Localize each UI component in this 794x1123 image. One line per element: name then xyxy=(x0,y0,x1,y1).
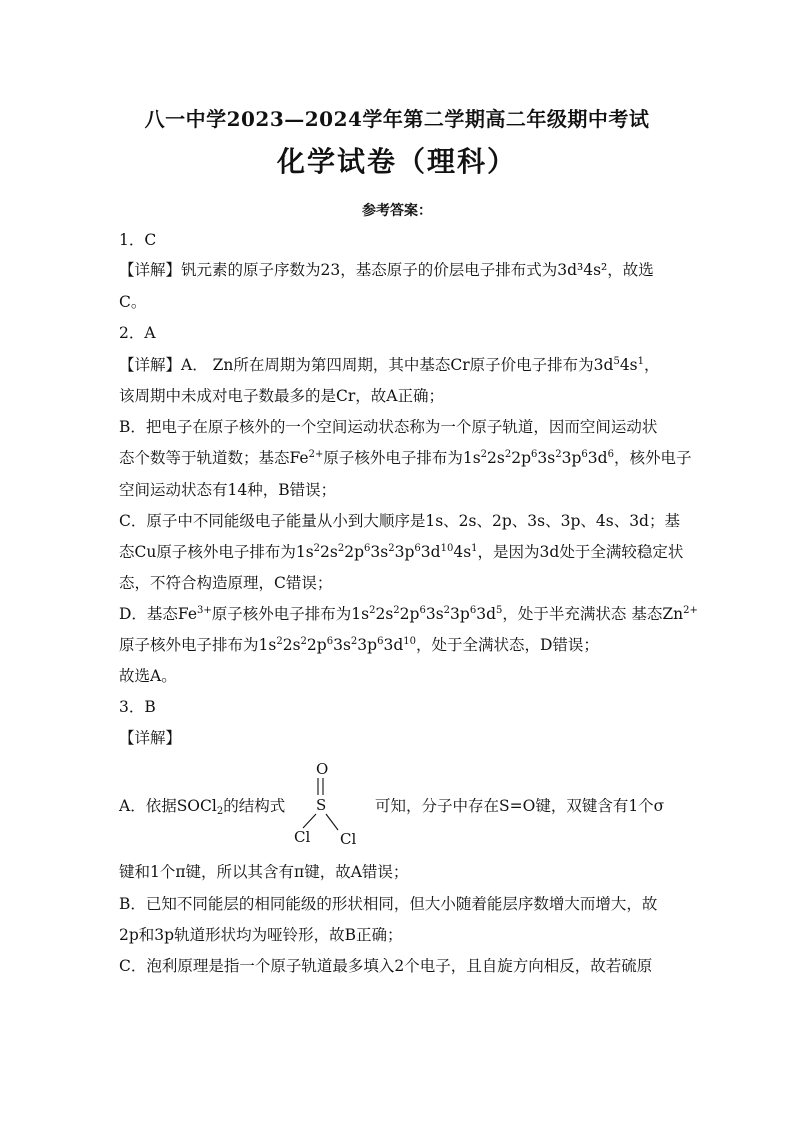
q1-answer: 1．C xyxy=(119,231,157,249)
socl2-structure-diagram xyxy=(288,758,368,848)
q2-b2-post: ，核外电子 xyxy=(613,449,692,467)
structure-atom-s: S xyxy=(316,796,327,814)
q2-conclusion: 故选A。 xyxy=(119,667,177,685)
q2-a1-sup1: 5 xyxy=(613,356,620,367)
exam-title: 八一中学2023—2024学年第二学期高二年级期中考试 xyxy=(144,107,650,131)
q3-option-a-line1-left xyxy=(119,794,285,816)
q1-detail-cont: C。 xyxy=(119,293,147,311)
q2-d1-ion: 3+ xyxy=(197,605,212,616)
q3-a1-sub: 2 xyxy=(216,806,224,817)
q2-c2-pre: 态Cu原子核外电子排布为1s xyxy=(119,543,314,561)
q2-option-b-line2: 态个数等于轨道数；基态$Fe^{2+}$原子核外电子排布为$1s^22s^22p^63s^23p^63d^6$，核外电子 xyxy=(119,449,692,467)
q3-option-a-line1-right: 可知，分子中存在S=O键，双键含有1个σ xyxy=(375,797,665,815)
q2-option-d-line1: D．基态$Fe^{3+}$原子核外电子排布为$1s^22s^22p^63s^23p^63d^5$，处于半充满状态 基态$Zn^{2+}$ xyxy=(119,605,698,623)
q2-option-b-line3: 空间运动状态有14种，B错误； xyxy=(119,481,337,499)
q2-option-a-line2: 该周期中未成对电子数最多的是Cr，故A正确； xyxy=(119,387,444,405)
q2-d1-post: ，处于半充满状态 基态Zn xyxy=(502,605,684,623)
q2-a1-sup2: 1 xyxy=(637,356,645,367)
q2-d2-post: ，处于全满状态，D错误； xyxy=(415,636,599,654)
exam-subtitle: 化学试卷（理科） xyxy=(276,145,517,178)
q3-a1-pre: A．依据SOCl xyxy=(119,797,217,815)
q2-a1-post: ， xyxy=(644,356,660,374)
q2-answer: 2．A xyxy=(119,324,156,342)
q3-option-b-line1: B．已知不同能层的相同能级的形状相同，但大小随着能层序数增大而增大，故 xyxy=(119,895,658,913)
structure-atom-cl-right: Cl xyxy=(340,830,357,848)
q2-option-a-line1 xyxy=(119,353,660,375)
q2-b2-ion: 2+ xyxy=(308,449,324,460)
q3-option-a-line2: 键和1个π键，所以其含有π键，故A错误； xyxy=(119,863,409,881)
q2-a1-pre: 【详解】A． Zn所在周期为第四周期，其中基态Cr原子价电子排布为3d xyxy=(119,356,614,374)
q2-option-c-line3: 态，不符合构造原理，C错误； xyxy=(119,574,333,592)
q3-a1-mid: 的结构式 xyxy=(223,797,286,815)
answers-heading: 参考答案： xyxy=(362,203,432,219)
q2-d1-ion2: 2+ xyxy=(683,605,698,616)
q2-option-d-line2: 原子核外电子排布为$1s^22s^22p^63s^23p^63d^{10}$，处于全满状态，D错误； xyxy=(119,636,599,654)
q2-c2-post: ，是因为3d处于全满较稳定状 xyxy=(477,543,684,561)
structure-atom-o: O xyxy=(316,760,329,778)
q2-option-b-line1: B．把电子在原子核外的一个空间运动状态称为一个原子轨道，因而空间运动状 xyxy=(119,418,658,436)
q2-a1-mid: 4s xyxy=(619,356,638,374)
q2-option-c-line2: 态Cu原子核外电子排布为$1s^22s^22p^63s^23p^63d^{10}4s^1$，是因为3d处于全满较稳定状 xyxy=(119,543,684,561)
structure-atom-cl-left: Cl xyxy=(294,828,311,846)
q2-d1-mid: 原子核外电子排布为1s xyxy=(211,605,370,623)
q3-option-b-line2: 2p和3p轨道形状均为哑铃形，故B正确； xyxy=(119,926,403,944)
q2-b2-pre: 态个数等于轨道数；基态Fe xyxy=(119,449,309,467)
q2-option-c-line1: C．原子中不同能级电子能量从小到大顺序是1s、2s、2p、3s、3p、4s、3d；基 xyxy=(119,512,680,530)
q2-b2-mid: 原子核外电子排布为1s xyxy=(323,449,481,467)
q3-option-c-line1: C．泡利原理是指一个原子轨道最多填入2个电子，且自旋方向相反，故若硫原 xyxy=(119,957,653,975)
q1-detail: 【详解】钒元素的原子序数为23，基态原子的价层电子排布式为3d³4s²，故选 xyxy=(119,261,654,279)
q2-d1-pre: D．基态Fe xyxy=(119,605,198,623)
q3-detail-heading: 【详解】 xyxy=(119,729,182,747)
q2-d2-pre: 原子核外电子排布为1s xyxy=(119,636,277,654)
q3-answer: 3．B xyxy=(119,698,156,716)
